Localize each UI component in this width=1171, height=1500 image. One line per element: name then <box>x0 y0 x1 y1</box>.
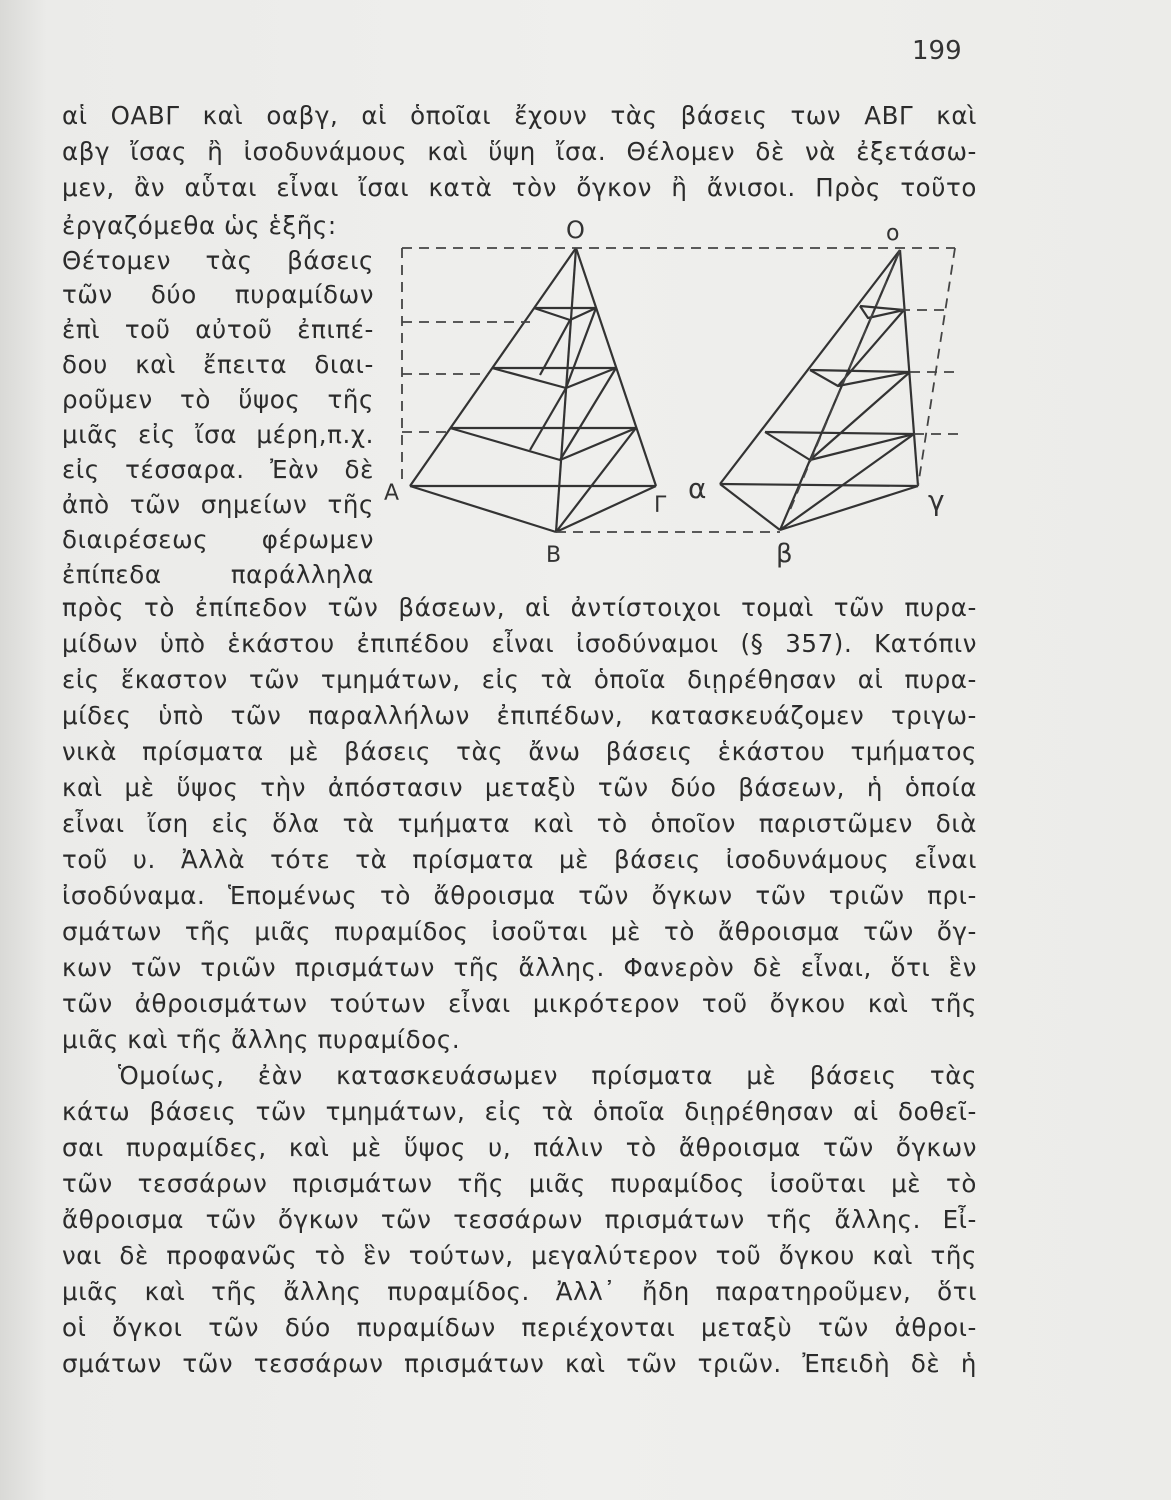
text-line: Ὁμοίως, ἐὰν κατασκευάσωμεν πρίσματα μὲ βάσεις τὰς <box>118 1061 977 1090</box>
text-line: ἀπὸ τῶν σημείων τῆς <box>62 490 374 519</box>
text-line: σαι πυραμίδες, καὶ μὲ ὕψος υ, πάλιν τὸ ἄθροισμα τῶν ὄγκων <box>62 1133 977 1162</box>
pyramids-diagram <box>380 210 970 590</box>
text-line: δου καὶ ἔπειτα διαι- <box>62 350 374 379</box>
section-r3 <box>765 432 914 460</box>
label-g: γ <box>928 484 945 517</box>
section-1 <box>534 308 596 320</box>
text-line: μιᾶς καὶ τῆς ἄλλης πυραμίδος. <box>62 1025 461 1054</box>
text-line: αἱ ΟΑΒΓ καὶ οαβγ, αἱ ὁποῖαι ἔχουν τὰς βάσεις των ΑΒΓ καὶ <box>62 101 977 130</box>
text-line: ἐπὶ τοῦ αὐτοῦ ἐπιπέ- <box>62 315 374 344</box>
text-line: εἰς ἕκαστον τῶν τμημάτων, εἰς τὰ ὁποῖα διῃρέθησαν αἱ πυρα- <box>62 665 977 694</box>
text-line: σμάτων τῶν τεσσάρων πρισμάτων καὶ τῶν τριῶν. Ἐπειδὴ δὲ ἡ <box>62 1349 977 1378</box>
text-line: κων τῶν τριῶν πρισμάτων τῆς ἄλλης. Φανερὸν δὲ εἶναι, ὅτι ἓν <box>62 953 977 982</box>
text-line: μίδων ὑπὸ ἑκάστου ἐπιπέδου εἶναι ἰσοδύναμοι (§ 357). Κατόπιν <box>62 629 977 658</box>
page-number: 199 <box>912 36 962 66</box>
text-line: αβγ ἴσας ἢ ἰσοδυνάμους καὶ ὕψη ἴσα. Θέλομεν δὲ νὰ ἐξετάσω- <box>62 137 977 166</box>
text-line: μιᾶς καὶ τῆς ἄλλης πυραμίδος. Ἀλλ᾽ ἤδη παρατηροῦμεν, ὅτι <box>62 1277 977 1306</box>
text-line: μίδες ὑπὸ τῶν παραλλήλων ἐπιπέδων, κατασκευάζομεν τριγω- <box>62 701 977 730</box>
prism-edge <box>530 388 566 450</box>
edge-og <box>900 250 918 486</box>
text-line: ροῦμεν τὸ ὕψος τῆς <box>62 385 374 414</box>
edge-AB <box>410 486 556 532</box>
section-3 <box>450 428 636 460</box>
text-line: ἐργαζόμεθα ὡς ἑξῆς: <box>62 211 337 240</box>
prism-edge <box>556 428 636 532</box>
text-line: εἶναι ἴση εἰς ὅλα τὰ τμήματα καὶ τὸ ὁποῖον παριστῶμεν διὰ <box>62 809 977 838</box>
text-line: ἐπίπεδα παράλληλα <box>62 560 374 589</box>
text-line: Θέτομεν τὰς βάσεις <box>62 246 374 275</box>
section-2 <box>492 368 616 388</box>
label-a: α <box>688 472 707 505</box>
text-line: ἄθροισμα τῶν ὄγκων τῶν τεσσάρων πρισμάτων τῆς ἄλλης. Εἶ- <box>62 1205 977 1234</box>
text-line: τοῦ υ. Ἀλλὰ τότε τὰ πρίσματα μὲ βάσεις ἰσοδυνάμους εἶναι <box>62 845 977 874</box>
text-line: εἰς τέσσαρα. Ἐὰν δὲ <box>62 455 374 484</box>
text-line: οἱ ὄγκοι τῶν δύο πυραμίδων περιέχονται μεταξὺ τῶν ἀθροι- <box>62 1313 977 1342</box>
pyramids-figure <box>380 210 970 594</box>
edge-bg <box>780 486 918 530</box>
text-line: τῶν ἀθροισμάτων τούτων εἶναι μικρότερον τοῦ ὄγκου καὶ τῆς <box>62 989 977 1018</box>
text-line: μεν, ἂν αὗται εἶναι ἴσαι κατὰ τὸν ὄγκον ἢ ἄνισοι. Πρὸς τοῦτο <box>62 173 977 202</box>
text-line: τῶν δύο πυραμίδων <box>62 280 374 309</box>
text-line: πρὸς τὸ ἐπίπεδον τῶν βάσεων, αἱ ἀντίστοιχοι τομαὶ τῶν πυρα- <box>62 593 977 622</box>
edge-BG <box>556 486 656 532</box>
label-b: β <box>776 539 793 569</box>
section-r2-back <box>810 370 910 372</box>
text-line: μιᾶς εἰς ἴσα μέρη,π.χ. <box>62 420 374 449</box>
label-O: Ο <box>566 216 585 244</box>
text-line: σμάτων τῆς μιᾶς πυραμίδος ἰσοῦται μὲ τὸ ἄθροισμα τῶν ὄγ- <box>62 917 977 946</box>
edge-ag <box>720 484 918 486</box>
section-r1-back <box>860 306 904 310</box>
text-line: διαιρέσεως φέρωμεν <box>62 525 374 554</box>
label-G: Γ <box>654 493 667 518</box>
label-A: Α <box>384 481 400 506</box>
text-line: καὶ μὲ ὕψος τὴν ἀπόστασιν μεταξὺ τῶν δύο βάσεων, ἡ ὁποία <box>62 773 977 802</box>
edge-oa <box>720 250 900 484</box>
text-line: κάτω βάσεις τῶν τμημάτων, εἰς τὰ ὁποῖα διῃρέθησαν αἱ δοθεῖ- <box>62 1097 977 1126</box>
label-B: Β <box>546 543 562 568</box>
right-height-line <box>918 248 955 486</box>
prism-edge <box>540 320 570 375</box>
text-line: ἰσοδύναμα. Ἑπομένως τὸ ἄθροισμα τῶν ὄγκων τῶν τριῶν πρι- <box>62 881 977 910</box>
label-o: ο <box>886 221 900 246</box>
edge-ab <box>720 484 780 530</box>
text-line: τῶν τεσσάρων πρισμάτων τῆς μιᾶς πυραμίδος ἰσοῦται μὲ τὸ <box>62 1169 977 1198</box>
text-line: νικὰ πρίσματα μὲ βάσεις τὰς ἄνω βάσεις ἑκάστου τμήματος <box>62 737 977 766</box>
text-line: ναι δὲ προφανῶς τὸ ἓν τούτων, μεγαλύτερον τοῦ ὄγκου καὶ τῆς <box>62 1241 977 1270</box>
